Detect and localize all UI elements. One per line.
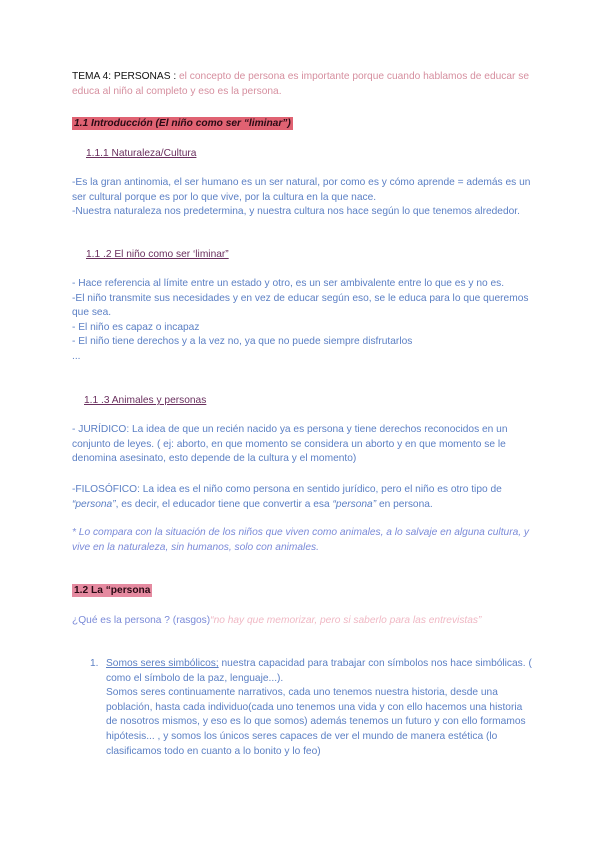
list-item-body: Somos seres simbólicos; nuestra capacidad para trabajar con símbolos nos hace simbólicas. ( como el símbolo de la paz, lenguaje...). Somos seres continuamente narrativos, cada uno tenemos nuestra historia, desde una población, hasta cada individuo(cada uno tenemos una vida y con ello hacemos una historia de nosotros mismos, y eso es lo que somos) además tenemos un futuro y con ello formamos hipótesis... , y somos los únicos seres capaces de ver el mundo de manera estética (lo clasificamos todo en cuanto a lo bonito y lo feo) bbox=[106, 658, 532, 757]
question-note: “no hay que memorizar, pero si saberlo para las entrevistas” bbox=[210, 615, 482, 626]
list-number: 1. bbox=[90, 658, 99, 669]
question-text: ¿Qué es la persona ? (rasgos) bbox=[72, 615, 211, 626]
section-1-2-question bbox=[72, 614, 534, 629]
topic-description: el concepto de persona es importante porque cuando hablamos de educar se educa al niño al completo y eso es la persona. bbox=[72, 71, 530, 97]
subsection-1-1-3-heading bbox=[84, 394, 546, 409]
paragraph: -El niño transmite sus necesidades y en vez de educar según eso, se le educa para lo que queremos que sea. bbox=[72, 292, 529, 319]
paragraph: - El niño es capaz o incapaz bbox=[72, 321, 200, 333]
subsection-1-1-1-heading bbox=[86, 147, 548, 162]
section-1-2-heading bbox=[72, 584, 534, 599]
section-1-1-heading bbox=[72, 117, 534, 132]
subsection-1-1-2-heading bbox=[86, 248, 548, 263]
section-1-1-title: 1.1 Introducción (El niño como ser “liminar”) bbox=[74, 118, 291, 129]
topic-heading bbox=[72, 70, 534, 99]
note-paragraph bbox=[72, 526, 534, 555]
numbered-list-item-1 bbox=[90, 657, 534, 759]
paragraph: -Es la gran antinomia, el ser humano es un ser natural, por como es y cómo aprende = además es un ser cultural porque es por lo que vive, por la cultura en la que nace. bbox=[72, 177, 531, 203]
subsection-1-1-3-title: 1.1 .3 Animales y personas bbox=[84, 395, 207, 406]
subsection-1-1-2-body bbox=[72, 277, 534, 365]
list-item-title: Somos seres simbólicos; bbox=[106, 658, 219, 669]
subsection-1-1-2-title: 1.1 .2 El niño como ser ‘liminar” bbox=[86, 249, 229, 260]
paragraph: -Nuestra naturaleza nos predetermina, y nuestra cultura nos hace según lo que tenemos alrededor. bbox=[72, 206, 520, 218]
juridico-text: - JURÍDICO: La idea de que un recién nacido ya es persona y tiene derechos reconocidos en un conjunto de leyes. ( ej: aborto, en que momento se considera un aborto y en que momento se le denomina asesinato, esto depende de la cultura y el momento) bbox=[72, 424, 508, 465]
note-text: * Lo compara con la situación de los niños que viven como animales, a lo salvaje en alguna cultura, y vive en la naturaleza, sin humanos, solo con animales. bbox=[72, 527, 530, 553]
subsection-1-1-1-title: 1.1.1 Naturaleza/Cultura bbox=[86, 148, 197, 159]
filosofico-paragraph: -FILOSÓFICO: La idea es el niño como persona en sentido jurídico, pero el niño es otro tipo de “persona”, es decir, el educador tiene que convertir a esa “persona” en persona. bbox=[72, 484, 502, 510]
paragraph: ... bbox=[72, 350, 81, 362]
paragraph: - Hace referencia al límite entre un estado y otro, es un ser ambivalente entre lo que es y no es. bbox=[72, 278, 505, 289]
subsection-1-1-1-body bbox=[72, 176, 534, 220]
juridico-paragraph bbox=[72, 423, 534, 467]
topic-title: TEMA 4: PERSONAS : bbox=[72, 71, 177, 82]
section-1-2-title: 1.2 La “persona bbox=[74, 585, 151, 596]
paragraph: - El niño tiene derechos y a la vez no, ya que no puede siempre disfrutarlos bbox=[72, 336, 413, 348]
